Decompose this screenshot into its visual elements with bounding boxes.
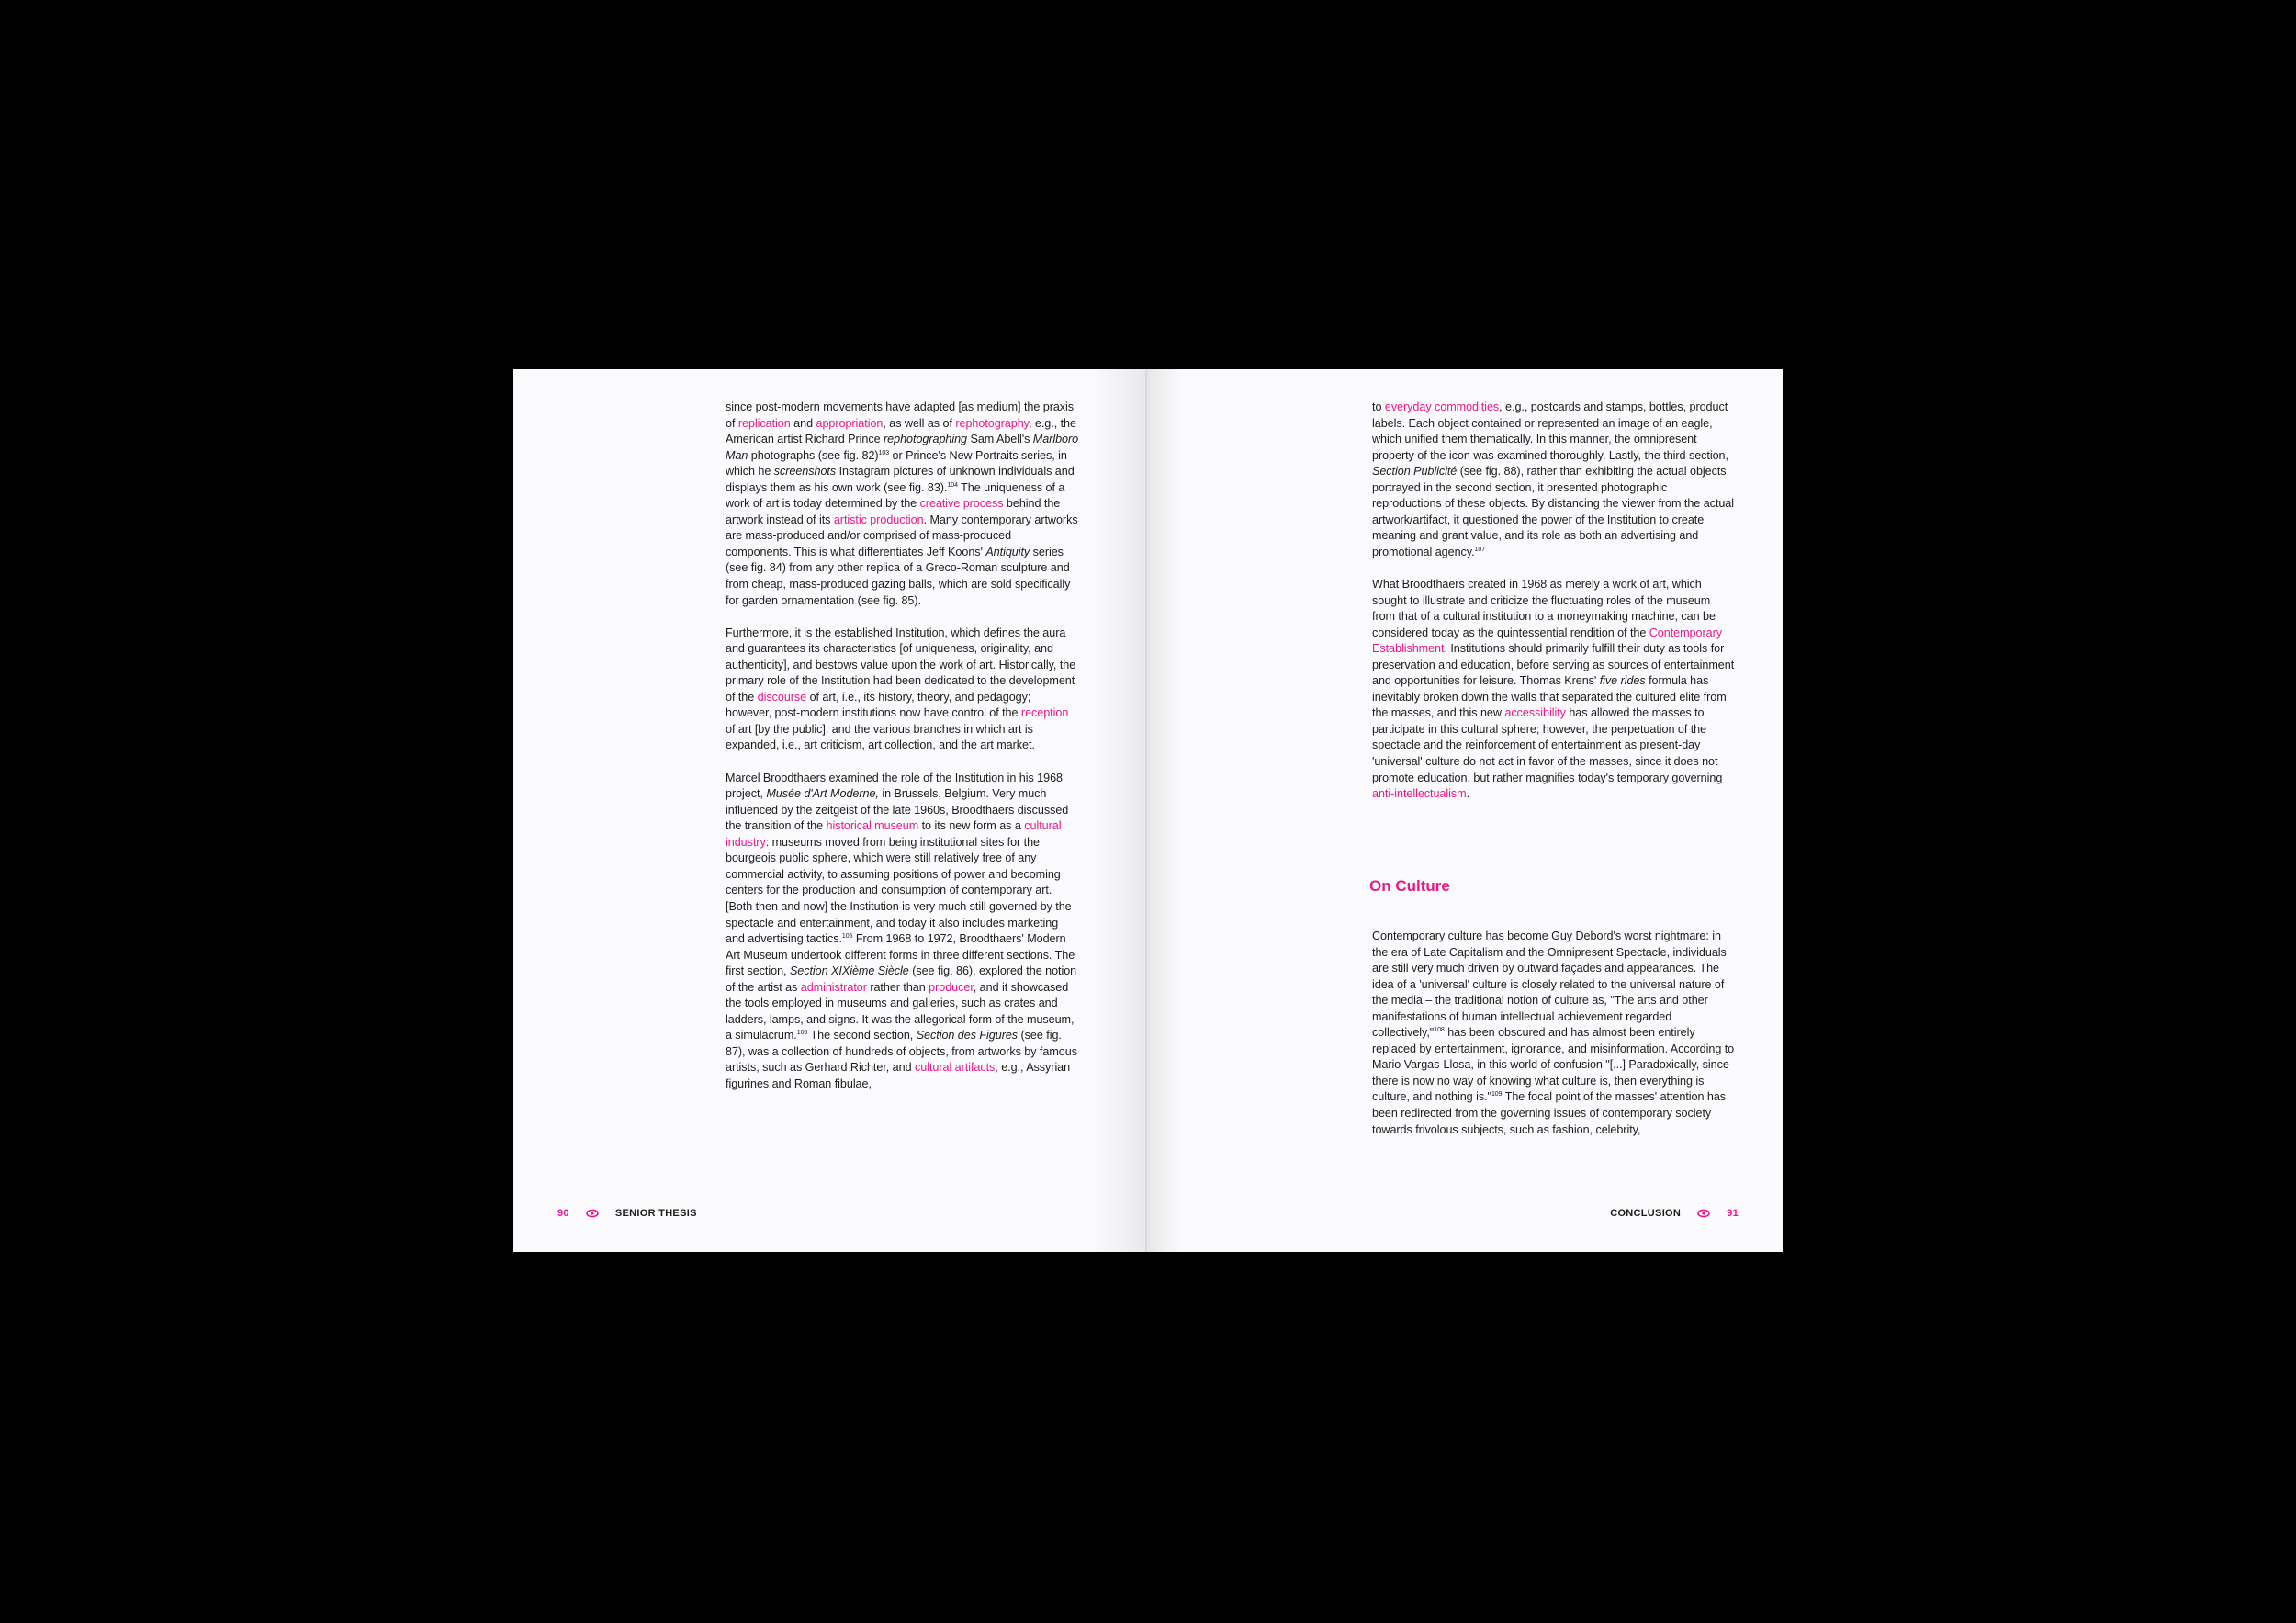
running-header: SENIOR THESIS [614, 1208, 697, 1219]
paragraph [1372, 929, 1735, 1138]
text-run: to its new form as a [918, 819, 1025, 833]
text-run: Furthermore, it is the established Institution, which defines the aura and guarantees its characteristics [of uniqueness, originality, and authenticity], and bestows value upon the work of art. Historically, the primary role of the Institution had been dedicated to the development of the [726, 626, 1076, 704]
text-run: From 1968 to 1972, Broodthaers' Modern Art Museum undertook different forms in three different sections. The first section, [726, 932, 1075, 978]
text-run: series (see fig. 84) from any other replica of a Greco-Roman sculpture and from cheap, mass-produced gazing balls, which are sold specifically for garden ornamentation (see fig. 85). [726, 545, 1071, 607]
highlighted-term: producer [929, 980, 974, 994]
text-run: Contemporary culture has become Guy Debord's worst nightmare: in the era of Late Capitalism and the Omnipresent Spectacle, individuals are still very much driven by outward façades and appearances. The idea of a 'universal' culture is closely related to the universal nature of the media – the traditional notion of culture as, "The arts and other manifestations of human intellectual achievement regarded collectively," [1372, 930, 1727, 1040]
highlighted-term: creative process [919, 497, 1004, 511]
highlighted-term: administrator [800, 980, 867, 994]
italic-text: rephotographing [884, 433, 968, 446]
footnote-ref: 105 [841, 932, 853, 940]
text-run: The second section, [807, 1029, 917, 1043]
text-run: . Many contemporary artworks are mass-produced and/or comprised of mass-produced components. This is what differentiates Jeff Koons' [726, 513, 1078, 558]
page-number: 91 [1727, 1208, 1739, 1219]
highlighted-term: anti-intellectualism [1372, 787, 1467, 801]
text-run: , as well as of [883, 416, 956, 430]
text-run: , and it showcased the tools employed in museums and galleries, such as crates and ladders, lamps, and signs. It was the allegorical form of the museum, a simulacrum. [726, 980, 1075, 1043]
eye-icon [586, 1208, 599, 1219]
text-run: The focal point of the masses' attention has been redirected from the governing issues of contemporary society towards frivolous subjects, such as fashion, celebrity, [1372, 1090, 1727, 1136]
highlighted-term: Contemporary Establishment [1372, 626, 1722, 656]
text-run: Marcel Broodthaers examined the role of the Institution in his 1968 project, [726, 771, 1063, 801]
paragraph [726, 771, 1079, 1093]
text-run: has been obscured and has almost been entirely replaced by entertainment, ignorance, and misinformation. According to Mario Vargas-Llosa, in this world of confusion "[...] Paradoxically, since there is now no way of knowing what culture is, then everything is culture, and nothing is." [1372, 1026, 1735, 1104]
italic-text: Musée d'Art Moderne, [766, 787, 879, 801]
footnote-ref: 106 [796, 1030, 808, 1037]
text-run: photographs (see fig. 82) [748, 448, 879, 462]
text-run: formula has inevitably broken down the walls that separated the cultured elite from the masses, and this new [1372, 674, 1727, 720]
text-run: . Institutions should primarily fulfill their duty as tools for preservation and education, before serving as sources of entertainment and opportunities for leisure. Thomas Krens' [1372, 642, 1735, 688]
highlighted-term: artistic production [833, 513, 924, 526]
footnote-ref: 103 [878, 449, 890, 456]
text-run: , e.g., Assyrian figurines and Roman fibulae, [726, 1061, 1071, 1090]
footnote-ref: 108 [1434, 1027, 1445, 1034]
text-run: (see fig. 88), rather than exhibiting the actual objects portrayed in the second section, it presented photographic reproductions of these objects. By distancing the viewer from the actual artwork/artifact, it questioned the power of the Institution to create meaning and grant value, and its role as both an advertising and promotional agency. [1372, 465, 1735, 558]
text-run: behind the artwork instead of its [726, 497, 1061, 526]
highlighted-term: discourse [757, 690, 807, 704]
eye-icon [1697, 1208, 1710, 1219]
text-run: rather than [866, 980, 929, 994]
right-body-text [1372, 400, 1735, 818]
italic-text: Antiquity [985, 545, 1030, 558]
text-run: , e.g., the American artist Richard Prince [726, 416, 1076, 446]
right-body-text-2 [1372, 929, 1735, 1155]
page-number: 90 [557, 1208, 569, 1219]
paragraph [726, 626, 1079, 754]
text-run: What Broodthaers created in 1968 as merely a work of art, which sought to illustrate and criticize the fluctuating roles of the museum from that of a cultural institution to a moneymaking machine, can be considered today as the quintessential rendition of the [1372, 578, 1716, 639]
gutter-shadow [1147, 369, 1184, 1252]
highlighted-term: accessibility [1504, 706, 1566, 720]
right-page [1147, 369, 1783, 1252]
section-heading: On Culture [1369, 877, 1450, 895]
right-footer [1610, 1208, 1739, 1219]
highlighted-term: cultural artifacts [915, 1061, 996, 1075]
italic-text: Section XIXième Siècle [789, 964, 909, 978]
paragraph [1372, 400, 1735, 560]
highlighted-term: appropriation [816, 416, 884, 430]
paragraph [726, 400, 1079, 609]
text-run: or Prince's New Portraits series, in which he [726, 448, 1067, 479]
text-run: to [1372, 400, 1385, 413]
highlighted-term: everyday commodities [1384, 400, 1500, 413]
left-page [513, 369, 1145, 1252]
highlighted-term: reception [1020, 706, 1069, 720]
text-run: (see fig. 86), explored the notion of the artist as [726, 964, 1077, 994]
highlighted-term: replication [737, 416, 791, 430]
footnote-ref: 104 [947, 481, 958, 489]
text-run: has allowed the masses to participate in this cultural sphere; however, the perpetuation of the spectacle and the reinforcement of entertainment as present-day 'universal' culture do not act in favor of the masses, since it does not promote education, but rather magnifies today's temporary governing [1372, 706, 1723, 784]
text-run: of art [by the public], and the various branches in which art is expanded, i.e., art criticism, art collection, and the art market. [726, 722, 1035, 752]
running-header: CONCLUSION [1610, 1208, 1682, 1219]
text-run: . [1466, 787, 1470, 801]
text-run: Sam Abell's [967, 433, 1033, 446]
italic-text: Marlboro Man [726, 433, 1079, 462]
highlighted-term: historical museum [826, 819, 919, 833]
italic-text: screenshots [773, 465, 837, 479]
text-run: : museums moved from being institutional sites for the bourgeois public sphere, which were still relatively free of any commercial activity, to assuming positions of power and becoming centers for the production and consumption of contemporary art. [Both then and now] the Institution is very much still governed by the spectacle and entertainment, and today it also includes marketing and advertising tactics. [726, 835, 1072, 946]
paragraph [1372, 577, 1735, 803]
text-run: Instagram pictures of unknown individuals and displays them as his own work (see fig. 83). [726, 465, 1075, 494]
highlighted-term: rephotography [955, 416, 1029, 430]
italic-text: Section des Figures [916, 1029, 1019, 1043]
text-run: , e.g., postcards and stamps, bottles, product labels. Each object contained or represented an image of an eagle, which unified them thematically. In this manner, the omnipresent property of the icon was examined thoroughly. Lastly, the third section, [1372, 400, 1728, 462]
text-run: since post-modern movements have adapted [as medium] the praxis of [726, 400, 1075, 430]
footnote-ref: 107 [1474, 546, 1486, 553]
text-run: The uniqueness of a work of art is today determined by the [726, 480, 1065, 511]
text-run: of art, i.e., its history, theory, and pedagogy; however, post-modern institutions now have control of the [726, 690, 1031, 720]
footnote-ref: 109 [1491, 1091, 1503, 1099]
left-footer [557, 1208, 697, 1219]
gutter-shadow [1090, 369, 1145, 1252]
text-run: (see fig. 87), was a collection of hundreds of objects, from artworks by famous artists, such as Gerhard Richter, and [726, 1029, 1077, 1075]
text-run: and [790, 416, 816, 430]
italic-text: Section Publicité [1372, 465, 1458, 479]
left-body-text [726, 400, 1079, 1109]
text-run: in Brussels, Belgium. Very much influenced by the zeitgeist of the late 1960s, Broodthaers discussed the transition of the [726, 787, 1069, 833]
italic-text: five rides [1599, 674, 1646, 688]
highlighted-term: cultural industry [726, 819, 1062, 849]
